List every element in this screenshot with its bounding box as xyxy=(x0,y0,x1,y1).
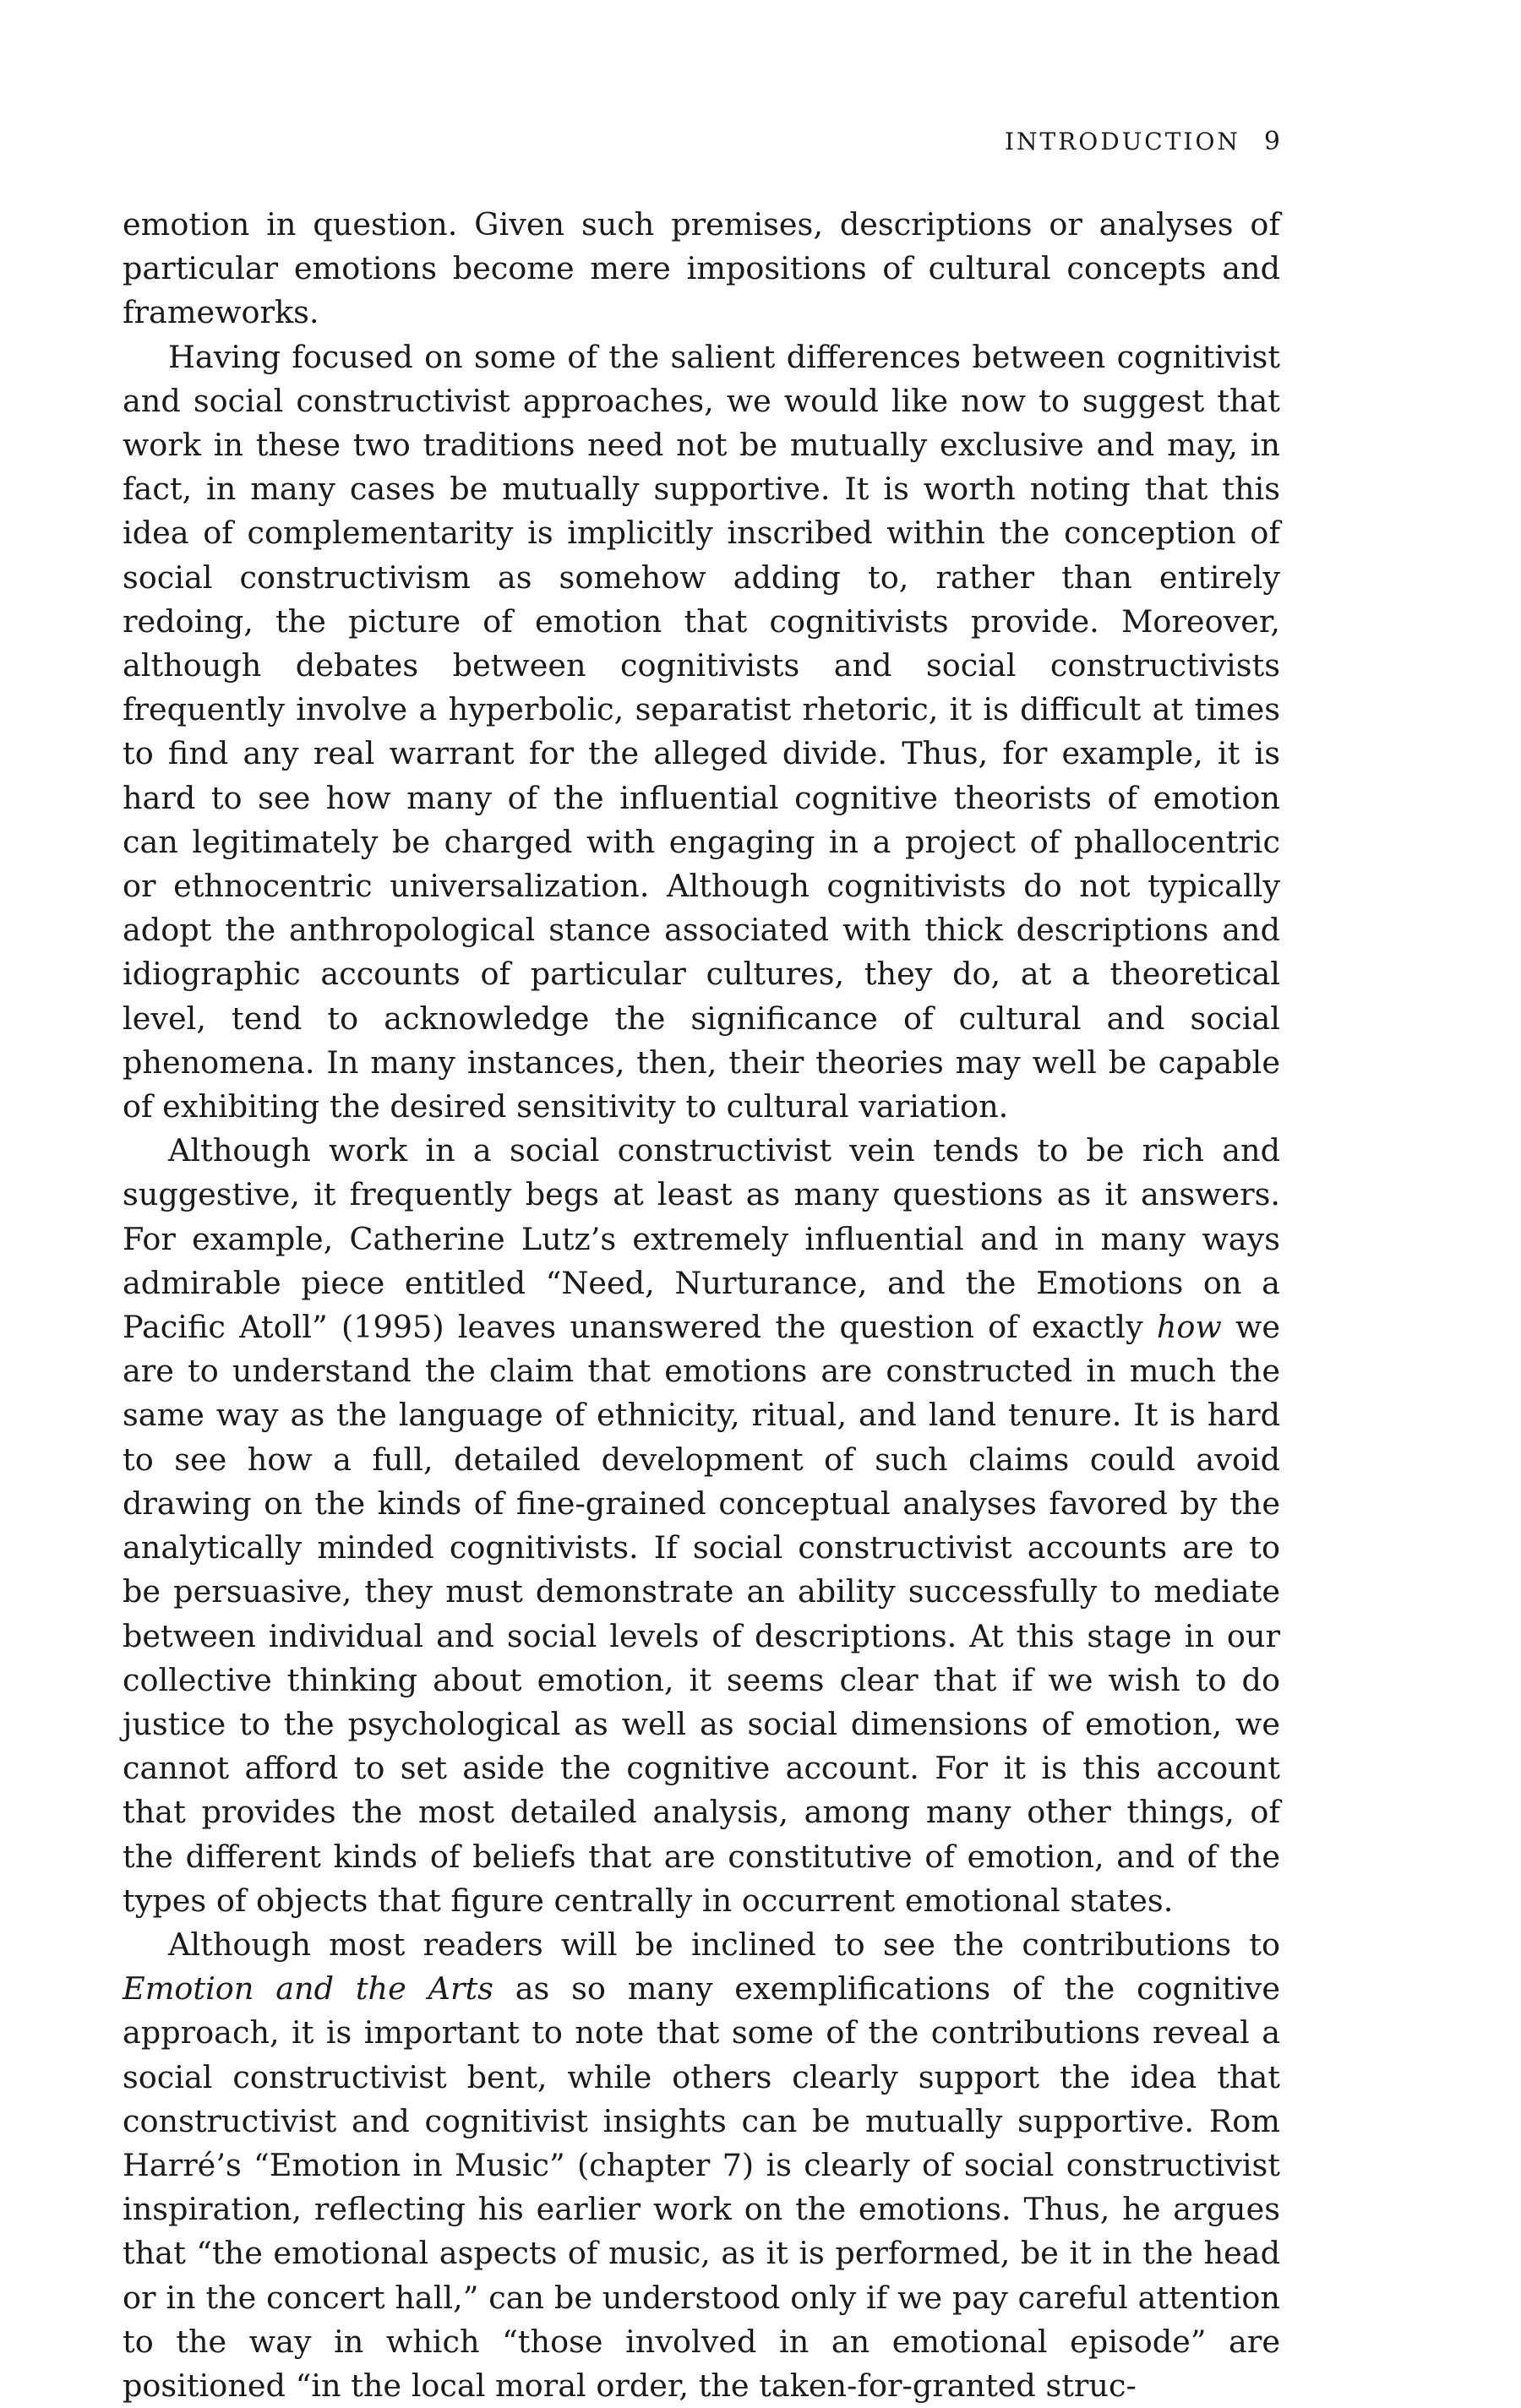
paragraph xyxy=(123,1129,1280,1923)
running-head xyxy=(1005,127,1280,156)
emphasis-text: how xyxy=(1156,1309,1222,1346)
page-number: 9 xyxy=(1263,127,1280,156)
paragraph-text: as so many exemplifications of the cognitive approach, it is important to note that some of the contributions reveal a social constructivist bent, while others clearly support the idea that constructivist and cognitivist insights can be mutually supportive. Rom Harré’s “Emotion in Music” (chapter 7) is clearly of social constructivist inspiration, reflecting his earlier work on the emotions. Thus, he argues that “the emotional aspects of music, as it is performed, be it in the head or in the concert hall,” can be understood only if we pay careful attention to the way in which “those involved in an emotional episode” are positioned “in the local moral order, the taken-for-granted struc- xyxy=(123,1970,1280,2404)
paragraph-text: Having focused on some of the salient differences between cognitivist and social constructivist approaches, we would like now to suggest that work in these two traditions need not be mutually exclusive and may, in fact, in many cases be mutually supportive. It is worth noting that this idea of complementarity is implicitly inscribed within the conception of social constructivism as somehow adding to, rather than entirely redoing, the picture of emotion that cognitivists provide. Moreover, although debates between cognitivists and social constructivists frequently involve a hyperbolic, separatist rhetoric, it is difficult at times to find any real warrant for the alleged divide. Thus, for example, it is hard to see how many of the influential cognitive theorists of emotion can legitimately be charged with engaging in a project of phallocentric or ethnocentric universalization. Although cognitivists do not typically adopt the anthropological stance associated with thick descriptions and idiographic accounts of particular cultures, they do, at a theoretical level, tend to acknowledge the significance of cultural and social phenomena. In many instances, then, their theories may well be capable of exhibiting the desired sensitivity to cultural variation. xyxy=(123,338,1280,1125)
body-text xyxy=(123,203,1280,2408)
paragraph xyxy=(123,335,1280,1130)
running-head-title: INTRODUCTION xyxy=(1004,128,1240,155)
paragraph-text: emotion in question. Given such premises, descriptions or analyses of particular emotions become mere impositions of cultural concepts and frameworks. xyxy=(123,206,1280,331)
book-page xyxy=(123,0,1280,2404)
paragraph xyxy=(123,1923,1280,2408)
book-title-text: Emotion and the Arts xyxy=(123,1970,493,2008)
paragraph-text: Although work in a social constructivist vein tends to be rich and suggestive, it frequently begs at least as many questions as it answers. For example, Catherine Lutz’s extremely influential and in many ways admirable piece entitled “Need, Nurturance, and the Emotions on a Pacific Atoll” (1995) leaves unanswered the question of exactly xyxy=(123,1132,1280,1346)
paragraph xyxy=(123,203,1280,335)
paragraph-text: Although most readers will be inclined to see the contributions to xyxy=(168,1926,1280,1963)
paragraph-text: we are to understand the claim that emotions are constructed in much the same way as the language of ethnicity, ritual, and land tenure. It is hard to see how a full, detailed development of such claims could avoid drawing on the kinds of fine-grained conceptual analyses favored by the analytically minded cognitivists. If social constructivist accounts are to be persuasive, they must demonstrate an ability successfully to mediate between individual and social levels of descriptions. At this stage in our collective thinking about emotion, it seems clear that if we wish to do justice to the psychological as well as social dimensions of emotion, we cannot afford to set aside the cognitive account. For it is this account that provides the most detailed analysis, among many other things, of the different kinds of beliefs that are constitutive of emotion, and of the types of objects that figure centrally in occurrent emotional states. xyxy=(123,1309,1280,1919)
